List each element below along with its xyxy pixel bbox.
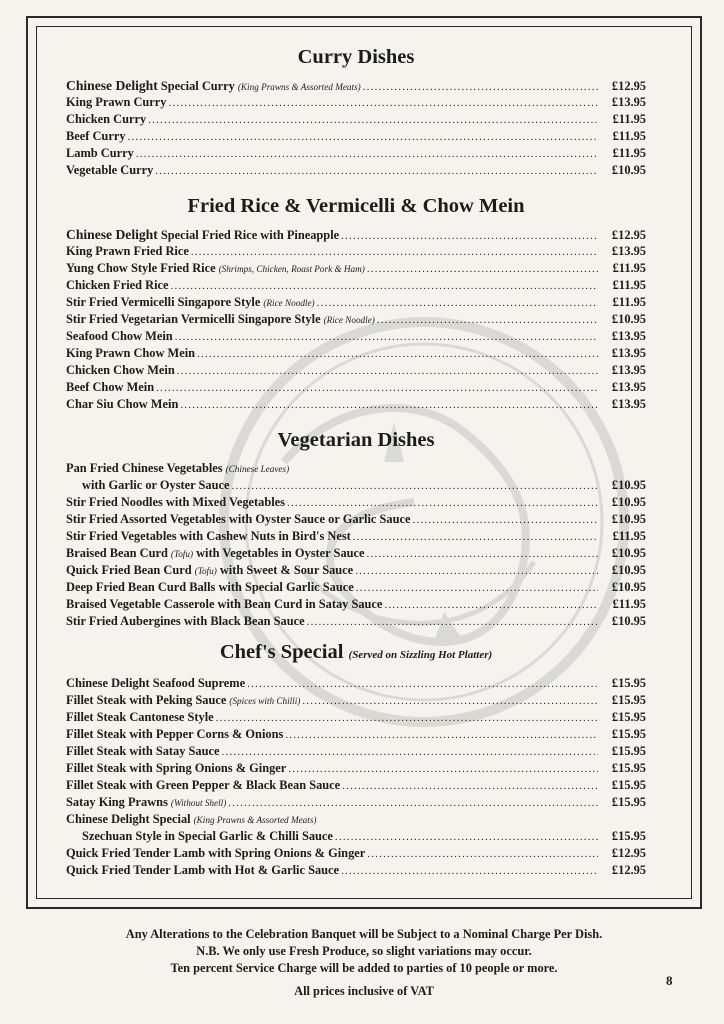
- leader-dots: [156, 380, 598, 397]
- item-name: [66, 379, 154, 396]
- menu-item: [66, 528, 646, 545]
- menu-item: [66, 145, 646, 162]
- leader-dots: [128, 129, 598, 146]
- footer-line: All prices inclusive of VAT: [294, 984, 434, 998]
- item-name: [66, 311, 375, 329]
- item-name-text: Yung Chow Style Fried Rice: [66, 261, 216, 275]
- menu-item: [66, 128, 646, 145]
- item-name: [66, 811, 316, 829]
- item-price: £12.95: [611, 228, 646, 242]
- item-name-text: Satay King Prawns: [66, 795, 168, 809]
- leader-dots: [148, 112, 598, 129]
- leader-dots: [216, 710, 598, 727]
- menu-item: [66, 726, 646, 743]
- item-name-text: Fillet Steak with Satay Sauce: [66, 744, 220, 758]
- footer-line: Ten percent Service Charge will be added to parties of 10 people or more.: [170, 961, 558, 975]
- item-name-text: Beef Curry: [66, 129, 126, 143]
- menu-section: [66, 193, 646, 413]
- item-name: [66, 94, 167, 111]
- menu-item: [66, 545, 646, 562]
- leader-dots: [171, 278, 598, 295]
- item-name-text: Quick Fried Tender Lamb with Hot & Garlic Sauce: [66, 863, 340, 877]
- menu-item: [66, 362, 646, 379]
- leader-dots: [197, 346, 598, 363]
- menu-item: [66, 613, 646, 630]
- item-name-text: Deep Fried Bean Curd Balls with Special Garlic Sauce: [66, 580, 354, 594]
- item-name: [66, 692, 300, 710]
- item-price: £15.95: [611, 795, 646, 809]
- item-name-text: Chicken Curry: [66, 112, 147, 126]
- item-price: £13.95: [611, 329, 646, 343]
- item-name: [66, 260, 365, 278]
- section-title: [66, 639, 646, 668]
- item-name: [66, 243, 189, 260]
- item-name-text: Braised Bean Curd: [66, 546, 168, 560]
- item-note: (King Prawns & Assorted Meats): [193, 815, 317, 825]
- item-name: [66, 396, 178, 413]
- menu-item: [66, 460, 646, 477]
- item-name-text: King Prawn Curry: [66, 95, 167, 109]
- item-name: [66, 362, 175, 379]
- item-price: £12.95: [611, 79, 646, 93]
- item-name: [66, 862, 339, 879]
- item-name: [66, 277, 169, 294]
- item-name-text: Stir Fried Noodles with Mixed Vegetables: [66, 495, 286, 509]
- menu-item: [66, 345, 646, 362]
- menu-item: [66, 794, 646, 811]
- item-name: [66, 111, 146, 128]
- leader-dots: [367, 546, 598, 563]
- menu-item: [66, 226, 646, 243]
- item-name: [66, 743, 220, 760]
- item-price: £11.95: [612, 146, 646, 160]
- item-name: [66, 562, 353, 580]
- leader-dots: [367, 846, 598, 863]
- item-price: £11.95: [612, 261, 646, 275]
- item-price: £13.95: [611, 244, 646, 258]
- leader-dots: [288, 761, 598, 778]
- menu-item: [66, 243, 646, 260]
- menu-item: [66, 579, 646, 596]
- item-name-text: Seafood Chow Mein: [66, 329, 173, 343]
- item-name: [66, 528, 351, 545]
- leader-dots: [413, 512, 599, 529]
- item-name-text: Vegetable Curry: [66, 163, 154, 177]
- item-price: £10.95: [611, 163, 646, 177]
- item-price: £10.95: [611, 580, 646, 594]
- leader-dots: [177, 363, 598, 380]
- item-note: (King Prawns & Assorted Meats): [237, 82, 361, 92]
- item-price: £12.95: [611, 846, 646, 860]
- item-name-text: Braised Vegetable Casserole with Bean Curd in Satay Sauce: [66, 597, 383, 611]
- menu-item: [66, 596, 646, 613]
- item-name-text: Beef Chow Mein: [66, 380, 155, 394]
- item-name: [66, 128, 126, 145]
- item-name-text: Pan Fried Chinese Vegetables: [66, 461, 223, 475]
- item-name: [66, 226, 339, 244]
- leader-dots: [342, 778, 598, 795]
- menu-item: [66, 777, 646, 794]
- leader-dots: [287, 495, 598, 512]
- item-price: £10.95: [611, 563, 646, 577]
- item-price: £11.95: [612, 129, 646, 143]
- menu-item: [66, 379, 646, 396]
- item-name: [66, 579, 354, 596]
- item-name-text: Lamb Curry: [66, 146, 134, 160]
- item-name-text: Fillet Steak with Peking Sauce: [66, 693, 227, 707]
- leader-dots: [317, 295, 598, 312]
- section-title-text: Chef's Special: [219, 641, 344, 663]
- item-name: [66, 709, 214, 726]
- menu-item: [66, 328, 646, 345]
- menu-item: [66, 811, 646, 828]
- section-subtitle: (Served on Sizzling Hot Platter): [348, 649, 493, 661]
- item-name-text: Fillet Steak with Pepper Corns & Onions: [66, 727, 284, 741]
- leader-dots: [341, 863, 598, 880]
- menu-item: [66, 511, 646, 528]
- item-name-text: Stir Fried Assorted Vegetables with Oyster Sauce or Garlic Sauce: [66, 512, 411, 526]
- item-price: £15.95: [611, 829, 646, 843]
- leader-dots: [180, 397, 598, 414]
- item-name-text: Char Siu Chow Mein: [66, 397, 179, 411]
- menu-item: [66, 760, 646, 777]
- item-name-text: Chinese Delight Seafood Supreme: [66, 676, 246, 690]
- item-name: [66, 477, 230, 494]
- item-name-lead: Chinese Delight: [66, 227, 158, 242]
- item-price: £15.95: [611, 778, 646, 792]
- item-name-text: Fillet Steak Cantonese Style: [66, 710, 214, 724]
- item-note: (Without Shell): [170, 798, 227, 808]
- leader-dots: [136, 146, 598, 163]
- item-price: £10.95: [611, 546, 646, 560]
- section-title-text: Vegetarian Dishes: [277, 429, 435, 451]
- footer: [26, 926, 702, 1000]
- section-title: [66, 193, 646, 219]
- item-note: (Tofu): [170, 549, 194, 559]
- item-name-text: Special Curry: [157, 79, 235, 93]
- item-note: (Shrimps, Chicken, Roast Pork & Ham): [218, 264, 365, 274]
- leader-dots: [228, 795, 598, 812]
- item-note: (Chinese Leaves): [225, 464, 290, 474]
- item-price: £11.95: [612, 295, 646, 309]
- item-price: £15.95: [611, 676, 646, 690]
- menu-item: [66, 828, 646, 845]
- menu-section: [66, 639, 646, 879]
- menu-item: [66, 562, 646, 579]
- item-price: £13.95: [611, 363, 646, 377]
- menu-item: [66, 709, 646, 726]
- item-price: £10.95: [611, 512, 646, 526]
- menu-content: [66, 44, 646, 879]
- menu-item: [66, 311, 646, 328]
- item-price: £10.95: [611, 478, 646, 492]
- item-name-text: King Prawn Chow Mein: [66, 346, 196, 360]
- menu-item: [66, 845, 646, 862]
- item-name-text: Fillet Steak with Green Pepper & Black Bean Sauce: [66, 778, 341, 792]
- item-name: [66, 726, 283, 743]
- item-price: £13.95: [611, 380, 646, 394]
- item-price: £11.95: [612, 529, 646, 543]
- item-note: (Spices with Chilli): [229, 696, 301, 706]
- leader-dots: [353, 529, 598, 546]
- leader-dots: [377, 312, 598, 329]
- item-price: £13.95: [611, 95, 646, 109]
- section-title-text: Curry Dishes: [297, 46, 415, 68]
- section-title: [66, 427, 646, 453]
- item-name-rest: with Vegetables in Oyster Sauce: [193, 546, 365, 560]
- item-name: [66, 596, 382, 613]
- item-name: [66, 460, 289, 478]
- item-name-text: Chicken Fried Rice: [66, 278, 169, 292]
- menu-section: [66, 427, 646, 630]
- footer-line: N.B. We only use Fresh Produce, so slight variations may occur.: [196, 944, 532, 958]
- page-number: 8: [666, 973, 673, 988]
- item-name-text: Fillet Steak with Spring Onions & Ginger: [66, 761, 287, 775]
- menu-item: [66, 260, 646, 277]
- menu-item: [66, 111, 646, 128]
- item-price: £11.95: [612, 112, 646, 126]
- leader-dots: [355, 563, 598, 580]
- menu-item: [66, 77, 646, 94]
- leader-dots: [175, 329, 598, 346]
- item-name-text: Quick Fried Bean Curd: [66, 563, 192, 577]
- menu-item: [66, 692, 646, 709]
- menu-item: [66, 494, 646, 511]
- leader-dots: [384, 597, 598, 614]
- leader-dots: [247, 676, 598, 693]
- menu-item: [66, 862, 646, 879]
- leader-dots: [363, 79, 598, 96]
- item-name: [66, 613, 305, 630]
- item-name-text: Szechuan Style in Special Garlic & Chilli Sauce: [82, 829, 333, 843]
- menu-item: [66, 396, 646, 413]
- item-name-text: Stir Fried Vegetarian Vermicelli Singapore Style: [66, 312, 321, 326]
- footer-line: Any Alterations to the Celebration Banquet will be Subject to a Nominal Charge Per Dish.: [125, 927, 603, 941]
- leader-dots: [302, 693, 598, 710]
- menu-item: [66, 477, 646, 494]
- item-note: (Rice Noodle): [263, 298, 315, 308]
- leader-dots: [285, 727, 598, 744]
- menu-item: [66, 675, 646, 692]
- menu-section: [66, 44, 646, 179]
- item-name-text: Chicken Chow Mein: [66, 363, 175, 377]
- item-note: (Rice Noodle): [323, 315, 375, 325]
- item-price: £11.95: [612, 597, 646, 611]
- item-price: £15.95: [611, 761, 646, 775]
- menu-item: [66, 162, 646, 179]
- leader-dots: [169, 95, 599, 112]
- leader-dots: [356, 580, 598, 597]
- leader-dots: [191, 244, 598, 261]
- leader-dots: [222, 744, 598, 761]
- menu-item: [66, 294, 646, 311]
- item-name: [66, 545, 365, 563]
- item-price: £10.95: [611, 614, 646, 628]
- menu-item: [66, 94, 646, 111]
- item-name: [66, 675, 245, 692]
- item-name-text: Special Fried Rice with Pineapple: [157, 228, 340, 242]
- menu-item: [66, 743, 646, 760]
- section-title-text: Fried Rice & Vermicelli & Chow Mein: [187, 195, 525, 217]
- item-name-text: with Garlic or Oyster Sauce: [82, 478, 230, 492]
- leader-dots: [232, 478, 598, 495]
- item-price: £15.95: [611, 693, 646, 707]
- item-name: [66, 294, 315, 312]
- item-name-lead: Chinese Delight: [66, 78, 158, 93]
- item-price: £15.95: [611, 744, 646, 758]
- item-name-text: Stir Fried Vegetables with Cashew Nuts in Bird's Nest: [66, 529, 351, 543]
- item-name-text: Chinese Delight Special: [66, 812, 191, 826]
- item-name-text: Stir Fried Aubergines with Black Bean Sauce: [66, 614, 305, 628]
- item-price: £13.95: [611, 346, 646, 360]
- item-name-text: Quick Fried Tender Lamb with Spring Onions & Ginger: [66, 846, 366, 860]
- section-title: [66, 44, 646, 70]
- item-name: [66, 145, 134, 162]
- item-price: £10.95: [611, 495, 646, 509]
- item-name: [66, 794, 226, 812]
- item-price: £12.95: [611, 863, 646, 877]
- item-name: [66, 828, 333, 845]
- item-price: £15.95: [611, 710, 646, 724]
- item-name-rest: with Sweet & Sour Sauce: [216, 563, 354, 577]
- item-name-text: King Prawn Fried Rice: [66, 244, 189, 258]
- item-note: (Tofu): [194, 566, 217, 576]
- item-name: [66, 777, 340, 794]
- item-price: £10.95: [611, 312, 646, 326]
- item-price: £11.95: [612, 278, 646, 292]
- item-name: [66, 511, 411, 528]
- item-name: [66, 162, 153, 179]
- item-name: [66, 760, 286, 777]
- leader-dots: [341, 228, 598, 245]
- leader-dots: [307, 614, 598, 631]
- leader-dots: [155, 163, 598, 180]
- menu-item: [66, 277, 646, 294]
- item-name: [66, 345, 195, 362]
- leader-dots: [367, 261, 598, 278]
- item-name: [66, 845, 365, 862]
- item-name: [66, 328, 173, 345]
- item-name: [66, 494, 285, 511]
- item-price: £13.95: [611, 397, 646, 411]
- item-price: £15.95: [611, 727, 646, 741]
- item-name-text: Stir Fried Vermicelli Singapore Style: [66, 295, 261, 309]
- leader-dots: [335, 829, 598, 846]
